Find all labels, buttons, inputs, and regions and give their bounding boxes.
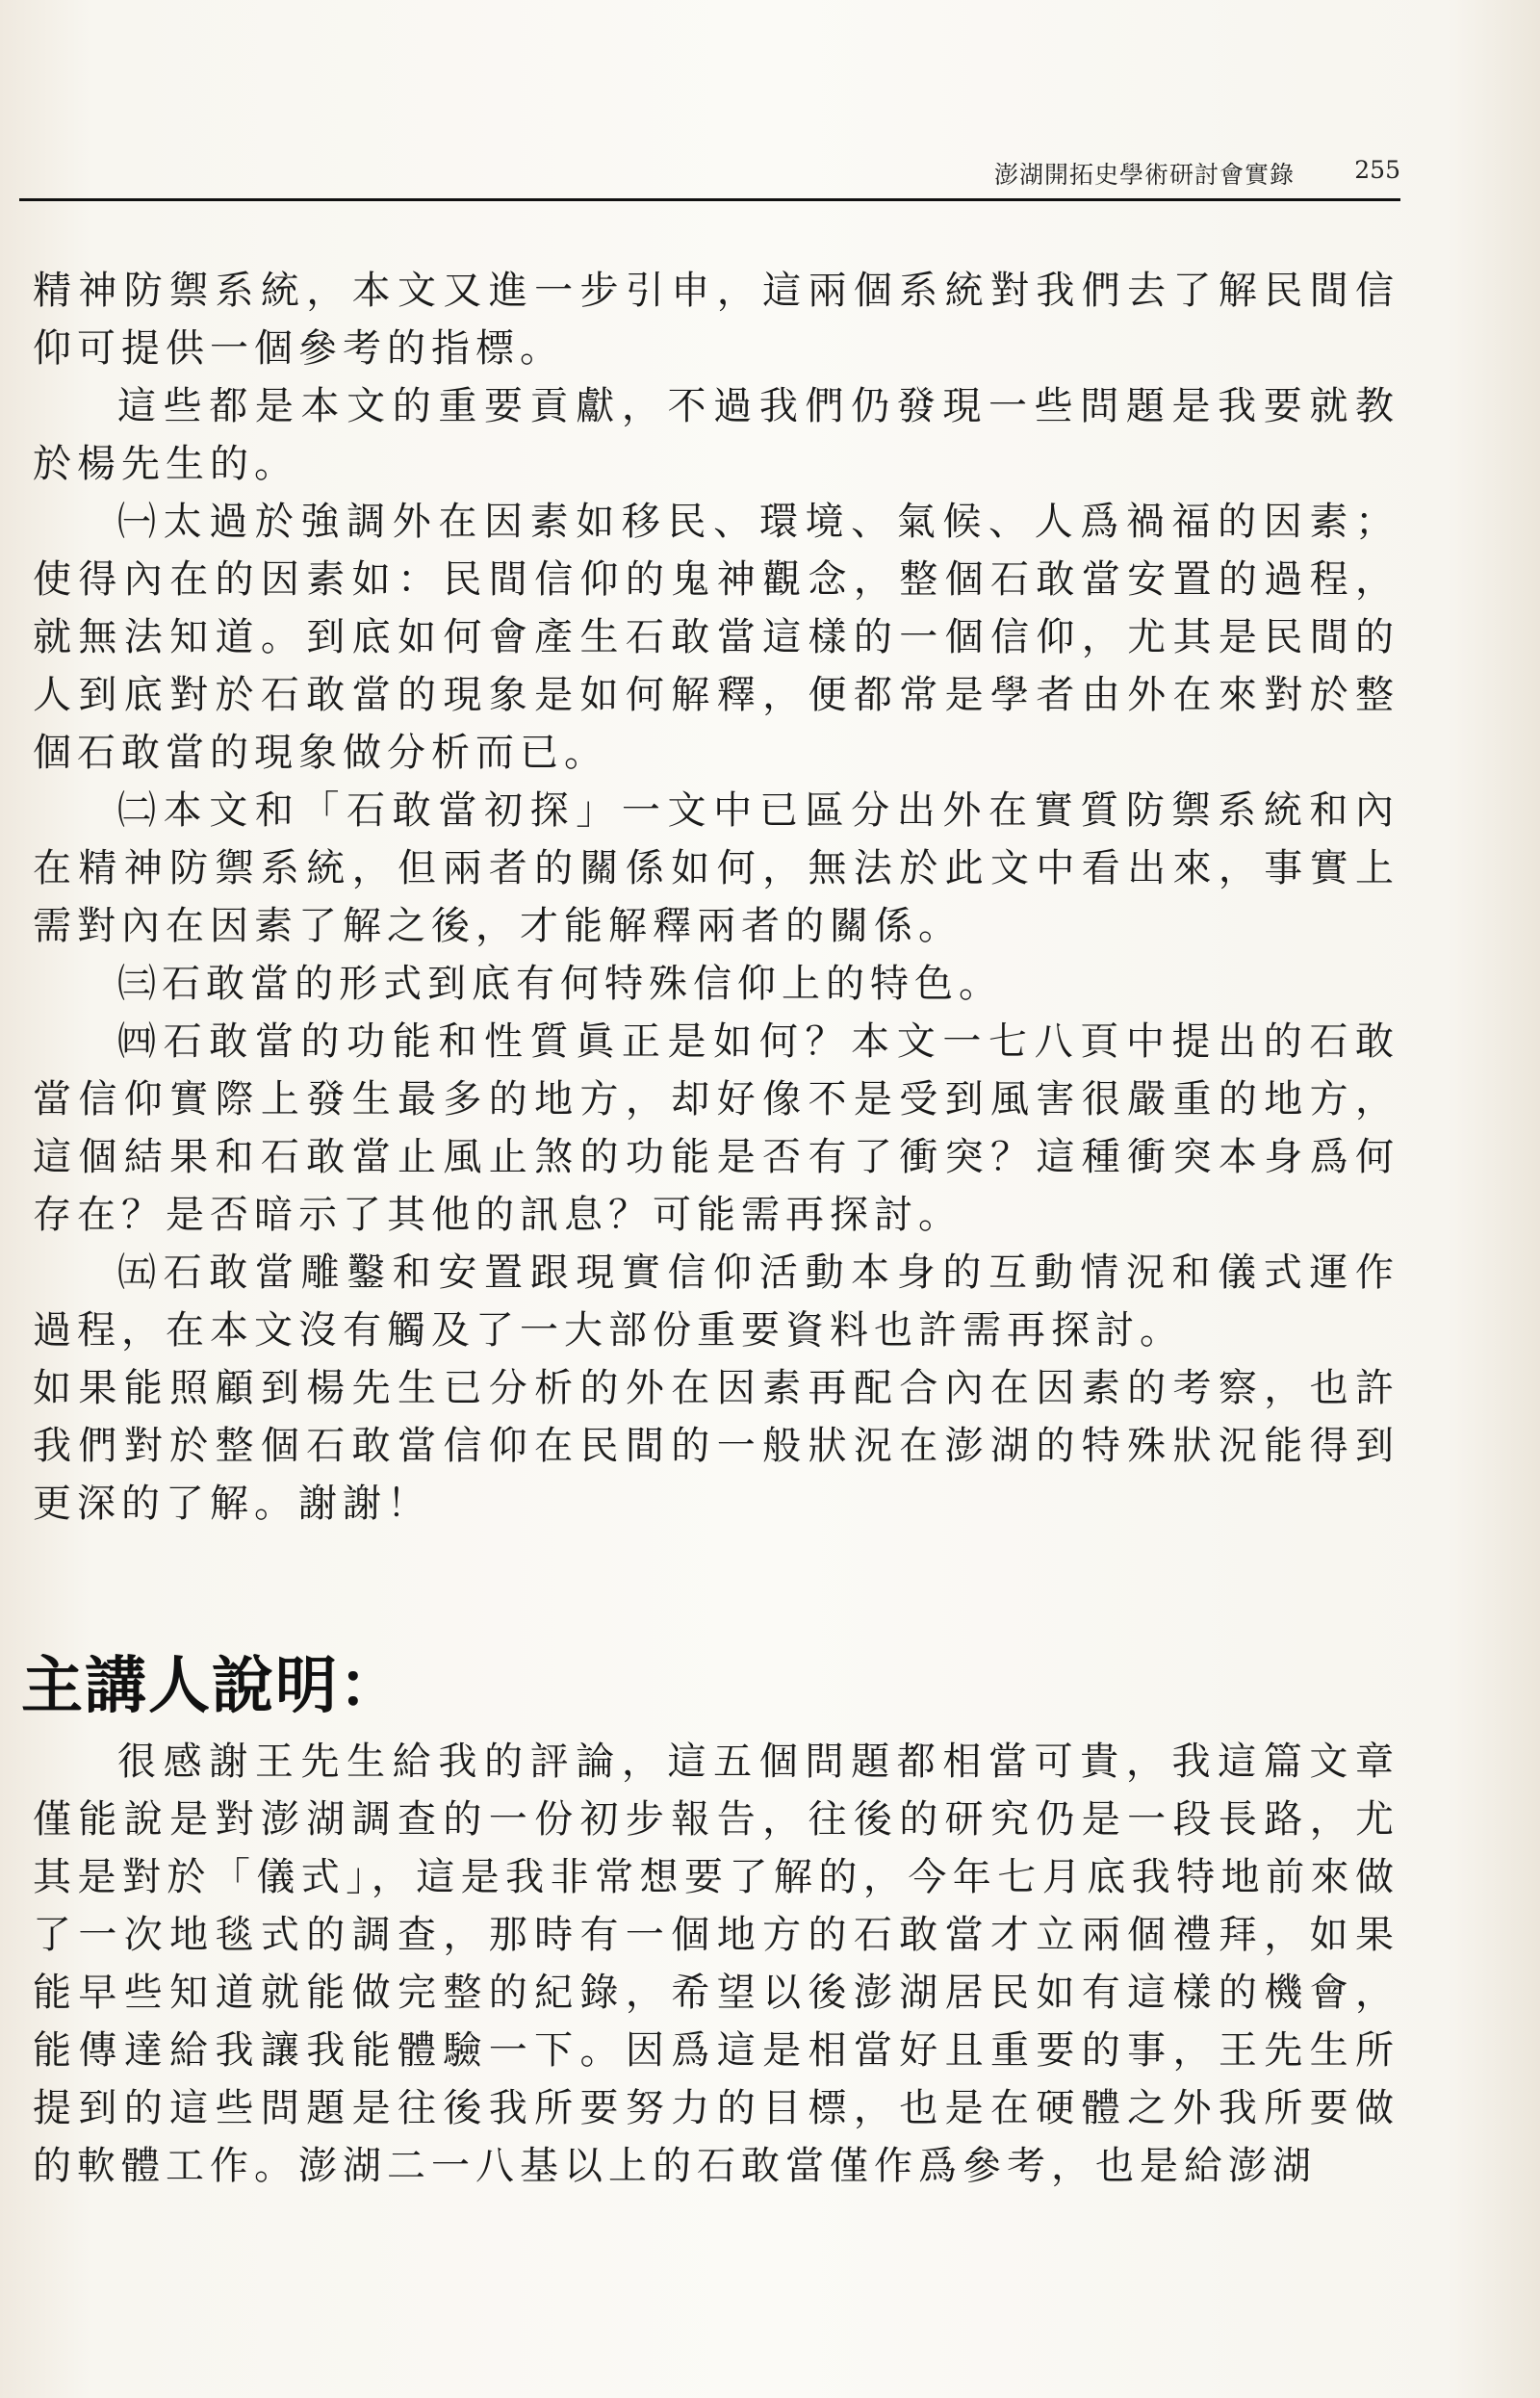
speaker-response (33, 1733, 1399, 2195)
question-item-1: ㈠太過於強調外在因素如移民、環境、氣候、人爲禍福的因素；使得內在的因素如：民間信仰的鬼神觀念，整個石敢當安置的過程，就無法知道。到底如何會產生石敢當這樣的一個信仰，尤其是民間的人到底對於石敢當的現象是如何解釋，便都常是學者由外在來對於整個石敢當的現象做分析而已。 (33, 500, 1399, 775)
page-number: 255 (1354, 156, 1400, 184)
question-item-3: ㈢石敢當的形式到底有何特殊信仰上的特色。 (117, 962, 1003, 1006)
paragraph-contributions: 這些都是本文的重要貢獻，不過我們仍發現一些問題是我要就教於楊先生的。 (33, 384, 1399, 486)
paragraph-continuation: 精神防禦系統，本文又進一步引申，這兩個系統對我們去了解民間信仰可提供一個參考的指標。 (33, 269, 1399, 371)
question-item-4: ㈣石敢當的功能和性質眞正是如何？本文一七八頁中提出的石敢當信仰實際上發生最多的地方，却好像不是受到風害很嚴重的地方，這個結果和石敢當止風止煞的功能是否有了衝突？這種衝突本身爲何存在？是否暗示了其他的訊息？可能需再探討。 (33, 1019, 1399, 1237)
response-paragraph: 很感謝王先生給我的評論，這五個問題都相當可貴，我這篇文章僅能說是對澎湖調查的一份初步報告，往後的研究仍是一段長路，尤其是對於「儀式」，這是我非常想要了解的，今年七月底我特地前來做了一次地毯式的調查，那時有一個地方的石敢當才立兩個禮拜，如果能早些知道就能做完整的紀錄，希望以後澎湖居民如有這樣的機會，能傳達給我讓我能體驗一下。因爲這是相當好且重要的事，王先生所提到的這些問題是往後我所要努力的目標，也是在硬體之外我所要做的軟體工作。澎湖二一八基以上的石敢當僅作爲參考，也是給澎湖 (33, 1740, 1399, 2188)
page-header (19, 154, 1400, 201)
commentary-body (33, 262, 1399, 1533)
question-item-5: ㈤石敢當雕鑿和安置跟現實信仰活動本身的互動情況和儀式運作過程，在本文沒有觸及了一大部份重要資料也許需再探討。 (33, 1251, 1399, 1353)
section-heading: 主講人說明： (21, 1651, 402, 1722)
question-item-2: ㈡本文和「石敢當初探」一文中已區分出外在實質防禦系統和內在精神防禦系統，但兩者的關係如何，無法於此文中看出來，事實上需對內在因素了解之後，才能解釋兩者的關係。 (33, 788, 1399, 948)
running-title: 澎湖開拓史學術研討會實錄 (993, 161, 1295, 189)
paragraph-closing: 如果能照顧到楊先生已分析的外在因素再配合內在因素的考察，也許我們對於整個石敢當信仰在民間的一般狀況在澎湖的特殊狀況能得到更深的了解。謝謝！ (33, 1366, 1399, 1526)
